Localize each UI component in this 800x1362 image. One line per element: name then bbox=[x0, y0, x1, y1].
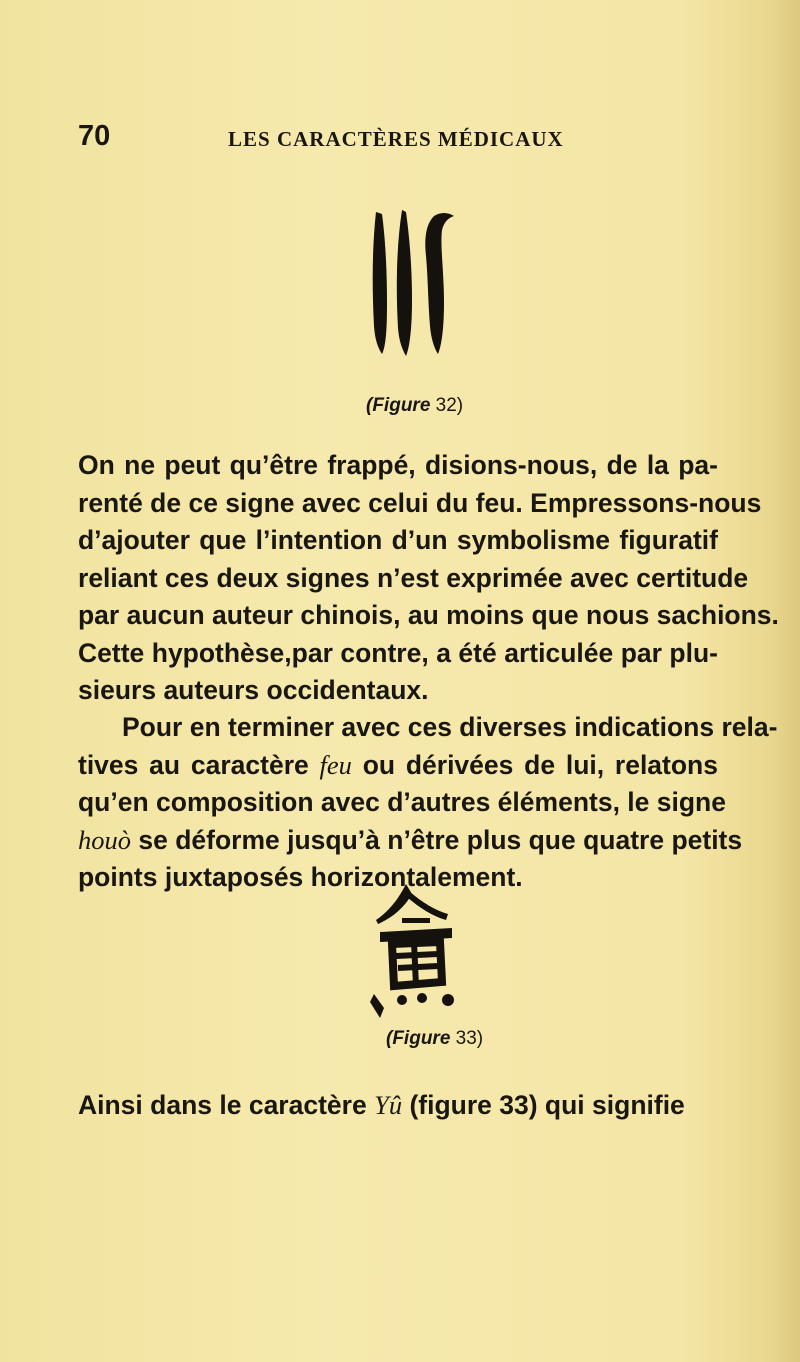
page-header bbox=[78, 120, 578, 160]
figure-33-caption-label: (Figure bbox=[386, 1028, 451, 1049]
paragraph-2-text: tives au caractère bbox=[78, 749, 309, 780]
paragraph-1-line: par aucun auteur chinois, au moins que nous sachions. bbox=[78, 600, 779, 630]
chinese-character-yu-glyph-icon bbox=[366, 882, 466, 1022]
figure-33-caption bbox=[386, 1028, 483, 1050]
figure-33-caption-number: 33) bbox=[455, 1028, 484, 1049]
paragraph-1 bbox=[78, 447, 779, 710]
paragraph-3-text: Ainsi dans le caractère bbox=[78, 1090, 367, 1120]
paragraph-1-line: sieurs auteurs occidentaux. bbox=[78, 675, 429, 705]
figure-32-caption-number: 32) bbox=[435, 395, 464, 416]
paragraph-1-line: reliant ces deux signes n’est exprimée avec certitude bbox=[78, 562, 749, 593]
running-title: LES CARACTÈRES MÉDICAUX bbox=[228, 127, 564, 151]
fire-radical-glyph-icon bbox=[368, 208, 458, 358]
italic-word-yu: Yû bbox=[374, 1090, 403, 1120]
paragraph-3 bbox=[78, 1087, 718, 1125]
paragraph-3-text: (figure 33) qui signifie bbox=[409, 1090, 685, 1120]
paragraph-1-line: d’ajouter que l’intention d’un symbolisme figuratif bbox=[78, 525, 718, 555]
paragraph-1-line: renté de ce signe avec celui du feu. Empressons-nous bbox=[78, 487, 762, 518]
paragraph-2-line bbox=[78, 747, 718, 785]
paragraph-2-line bbox=[78, 822, 743, 860]
italic-word-feu: feu bbox=[319, 749, 352, 780]
paragraph-3-line bbox=[78, 1087, 718, 1125]
paragraph-2-line: qu’en composition avec d’autres éléments, le signe bbox=[78, 787, 726, 817]
paragraph-2-line: Pour en terminer avec ces diverses indications rela- bbox=[122, 712, 778, 742]
paragraph-1-line: On ne peut qu’être frappé, disions-nous, de la pa- bbox=[78, 450, 718, 480]
paragraph-1-line: Cette hypothèse,par contre, a été articulée par plu- bbox=[78, 637, 718, 668]
paragraph-2-text: se déforme jusqu’à n’être plus que quatre petits bbox=[138, 824, 743, 855]
italic-word-houo: houò bbox=[78, 824, 131, 855]
figure-32-caption bbox=[366, 395, 463, 417]
page-number: 70 bbox=[78, 120, 111, 152]
paragraph-2 bbox=[78, 709, 778, 897]
paragraph-2-line: points juxtaposés horizontalement. bbox=[78, 862, 523, 892]
figure-32-caption-label: (Figure bbox=[366, 395, 431, 416]
paragraph-2-text: ou dérivées de lui, relatons bbox=[362, 749, 718, 780]
